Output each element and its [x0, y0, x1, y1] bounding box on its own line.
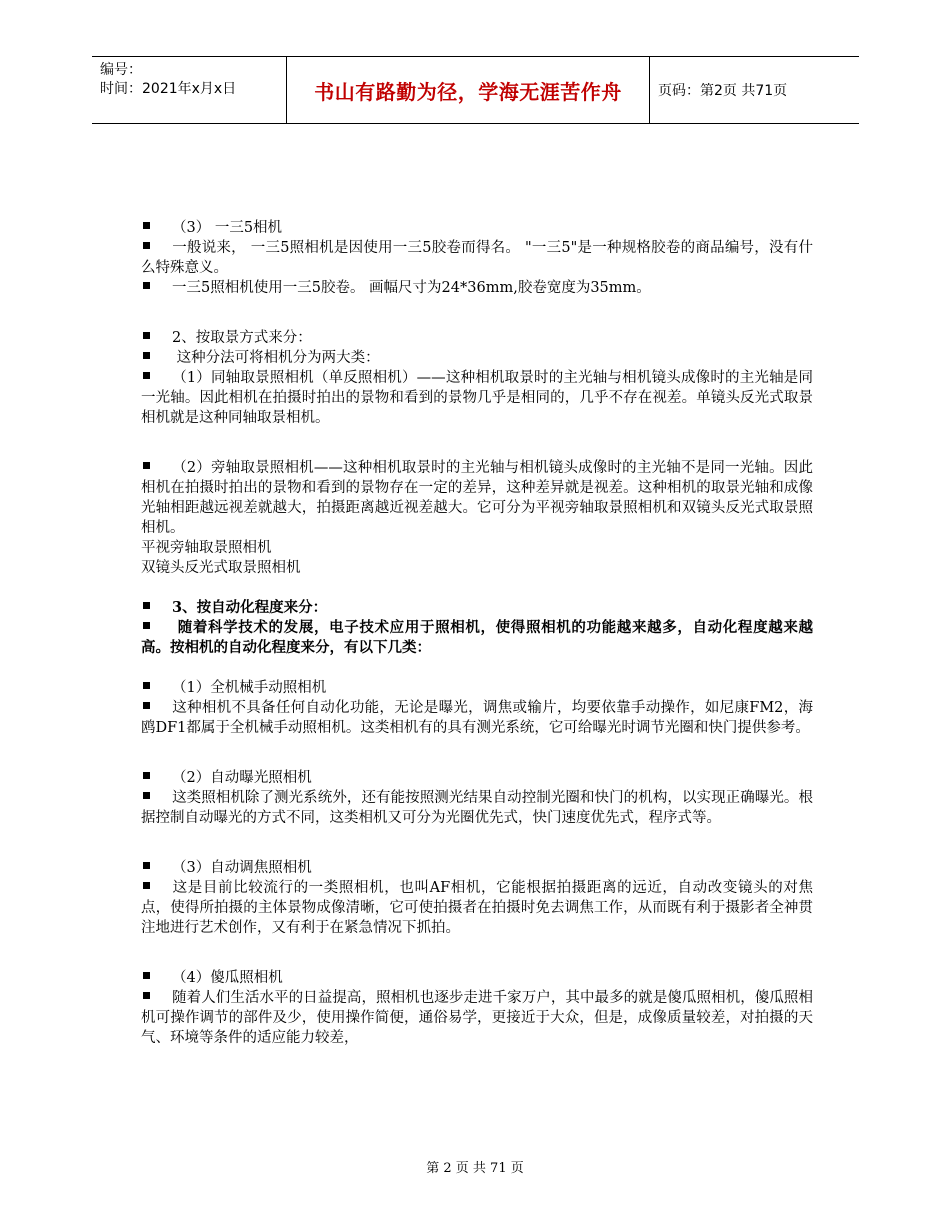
list-item: 平视旁轴取景照相机 [141, 540, 272, 556]
paragraph: 随着人们生活水平的日益提高，照相机也逐步走进千家万户，其中最多的就是傻瓜照相机，傻瓜照相机可操作调节的部件及少，使用操作简便，通俗易学，更接近于大众，但是，成像质量较差，对拍摄的天气、环境等条件的适应能力较差， [141, 990, 813, 1046]
header-page-info: 页码：第2页 共71页 [658, 83, 788, 99]
bullet-icon [143, 332, 150, 339]
header-divider [649, 57, 650, 123]
bullet-icon [143, 682, 150, 689]
bullet-icon [143, 702, 150, 709]
paragraph: 这种分法可将相机分为两大类： [141, 348, 813, 368]
bullet-icon [143, 242, 150, 249]
document-body [141, 218, 813, 1048]
header-meta [100, 61, 236, 99]
bullet-icon [143, 792, 150, 799]
paragraph: （1）同轴取景照相机（单反照相机）——这种相机取景时的主光轴与相机镜头成像时的主光轴是同一光轴。因此相机在拍摄时拍出的景物和看到的景物几乎是相同的，几乎不存在视差。单镜头反光式取景相机就是这种同轴取景相机。 [141, 370, 813, 426]
bullet-icon [143, 862, 150, 869]
bullet-icon [143, 222, 150, 229]
header-motto: 书山有路勤为径，学海无涯苦作舟 [314, 79, 622, 104]
paragraph: 这种相机不具备任何自动化功能，无论是曝光，调焦或输片，均要依靠手动操作，如尼康FM2，海鸥DF1都属于全机械手动照相机。这类相机有的具有测光系统，它可给曝光时调节光圈和快门提供参考。 [141, 700, 813, 736]
bullet-icon [143, 882, 150, 889]
subsection-heading: （2）自动曝光照相机 [141, 768, 813, 788]
bullet-icon [143, 602, 150, 609]
bullet-icon [143, 972, 150, 979]
section-heading: 3、按自动化程度来分： [141, 598, 813, 618]
bullet-icon [143, 992, 150, 999]
page-footer: 第 2 页 共 71 页 [426, 1161, 524, 1176]
paragraph: （3） 一三5相机 [141, 218, 813, 238]
bullet-icon [143, 372, 150, 379]
paragraph: 一三5照相机使用一三5胶卷。 画幅尺寸为24*36mm,胶卷宽度为35mm。 [141, 278, 813, 298]
list-item: 双镜头反光式取景照相机 [141, 560, 301, 576]
paragraph: 随着科学技术的发展，电子技术应用于照相机，使得照相机的功能越来越多，自动化程度越来越高。按相机的自动化程度来分，有以下几类： [141, 619, 813, 656]
page-header [92, 56, 859, 124]
bullet-icon [143, 622, 150, 629]
document-time: 时间：2021年x月x日 [100, 81, 237, 97]
subsection-heading: （4）傻瓜照相机 [141, 968, 813, 988]
paragraph: 这是目前比较流行的一类照相机，也叫AF相机，它能根据拍摄距离的远近，自动改变镜头的对焦点，使得所拍摄的主体景物成像清晰，它可使拍摄者在拍摄时免去调焦工作，从而既有利于摄影者全神贯注地进行艺术创作，又有利于在紧急情况下抓拍。 [141, 880, 813, 936]
document-number-label: 编号： [100, 62, 142, 78]
paragraph: （2）旁轴取景照相机——这种相机取景时的主光轴与相机镜头成像时的主光轴不是同一光轴。因此相机在拍摄时拍出的景物和看到的景物存在一定的差异，这种差异就是视差。这种相机的取景光轴和成像光轴相距越远视差就越大，拍摄距离越近视差越大。它可分为平视旁轴取景照相机和双镜头反光式取景照相机。 [141, 460, 813, 536]
bullet-icon [143, 352, 150, 359]
section-heading: 2、按取景方式来分： [141, 328, 813, 348]
paragraph: 一般说来， 一三5照相机是因使用一三5胶卷而得名。 "一三5"是一种规格胶卷的商品编号，没有什么特殊意义。 [141, 240, 813, 276]
subsection-heading: （1）全机械手动照相机 [141, 678, 813, 698]
bullet-icon [143, 462, 150, 469]
subsection-heading: （3）自动调焦照相机 [141, 858, 813, 878]
bullet-icon [143, 282, 150, 289]
bullet-icon [143, 772, 150, 779]
paragraph: 这类照相机除了测光系统外，还有能按照测光结果自动控制光圈和快门的机构，以实现正确曝光。根据控制自动曝光的方式不同，这类相机又可分为光圈优先式，快门速度优先式，程序式等。 [141, 790, 813, 826]
